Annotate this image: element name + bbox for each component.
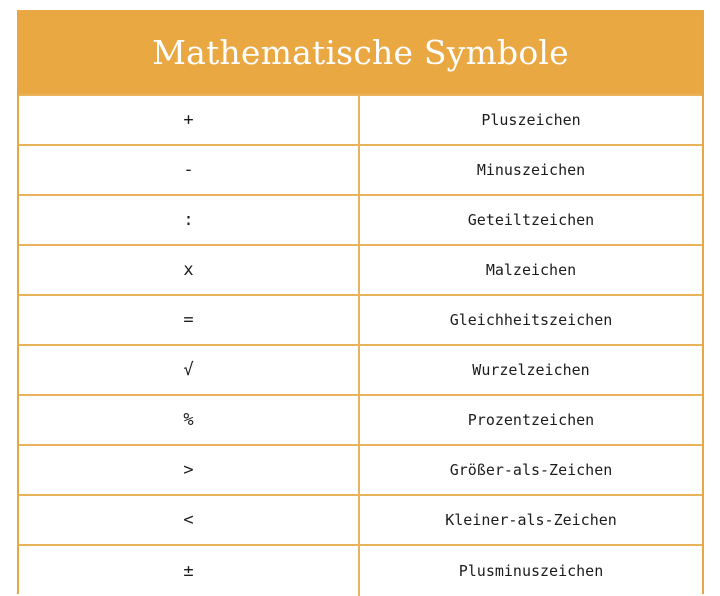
symbol-cell: : bbox=[19, 196, 360, 244]
symbol-cell: % bbox=[19, 396, 360, 444]
table-row bbox=[19, 444, 702, 494]
name-cell: Malzeichen bbox=[485, 261, 577, 279]
table-row bbox=[19, 494, 702, 544]
name-cell: Plusminuszeichen bbox=[458, 562, 604, 580]
symbol-cell: √ bbox=[19, 346, 360, 394]
name-cell: Größer-als-Zeichen bbox=[449, 461, 613, 479]
symbol-cell: ± bbox=[19, 546, 360, 596]
symbol-cell: < bbox=[19, 496, 360, 544]
table-row bbox=[19, 344, 702, 394]
name-cell: Geteiltzeichen bbox=[467, 211, 595, 229]
table-row bbox=[19, 94, 702, 144]
name-cell: Prozentzeichen bbox=[467, 411, 595, 429]
table-title: Mathematische Symbole bbox=[19, 10, 702, 94]
symbol-cell: + bbox=[19, 96, 360, 144]
name-cell: Wurzelzeichen bbox=[472, 361, 590, 379]
table-row bbox=[19, 244, 702, 294]
table-body bbox=[19, 94, 702, 596]
name-cell: Pluszeichen bbox=[481, 111, 581, 129]
symbol-cell: > bbox=[19, 446, 360, 494]
symbol-table bbox=[17, 10, 704, 594]
table-row bbox=[19, 394, 702, 444]
table-row bbox=[19, 544, 702, 596]
symbol-cell: x bbox=[19, 246, 360, 294]
symbol-cell: = bbox=[19, 296, 360, 344]
name-cell: Gleichheitszeichen bbox=[449, 311, 613, 329]
name-cell: Kleiner-als-Zeichen bbox=[445, 511, 617, 529]
symbol-cell: - bbox=[19, 146, 360, 194]
name-cell: Minuszeichen bbox=[476, 161, 586, 179]
table-row bbox=[19, 294, 702, 344]
table-row bbox=[19, 144, 702, 194]
table-row bbox=[19, 194, 702, 244]
